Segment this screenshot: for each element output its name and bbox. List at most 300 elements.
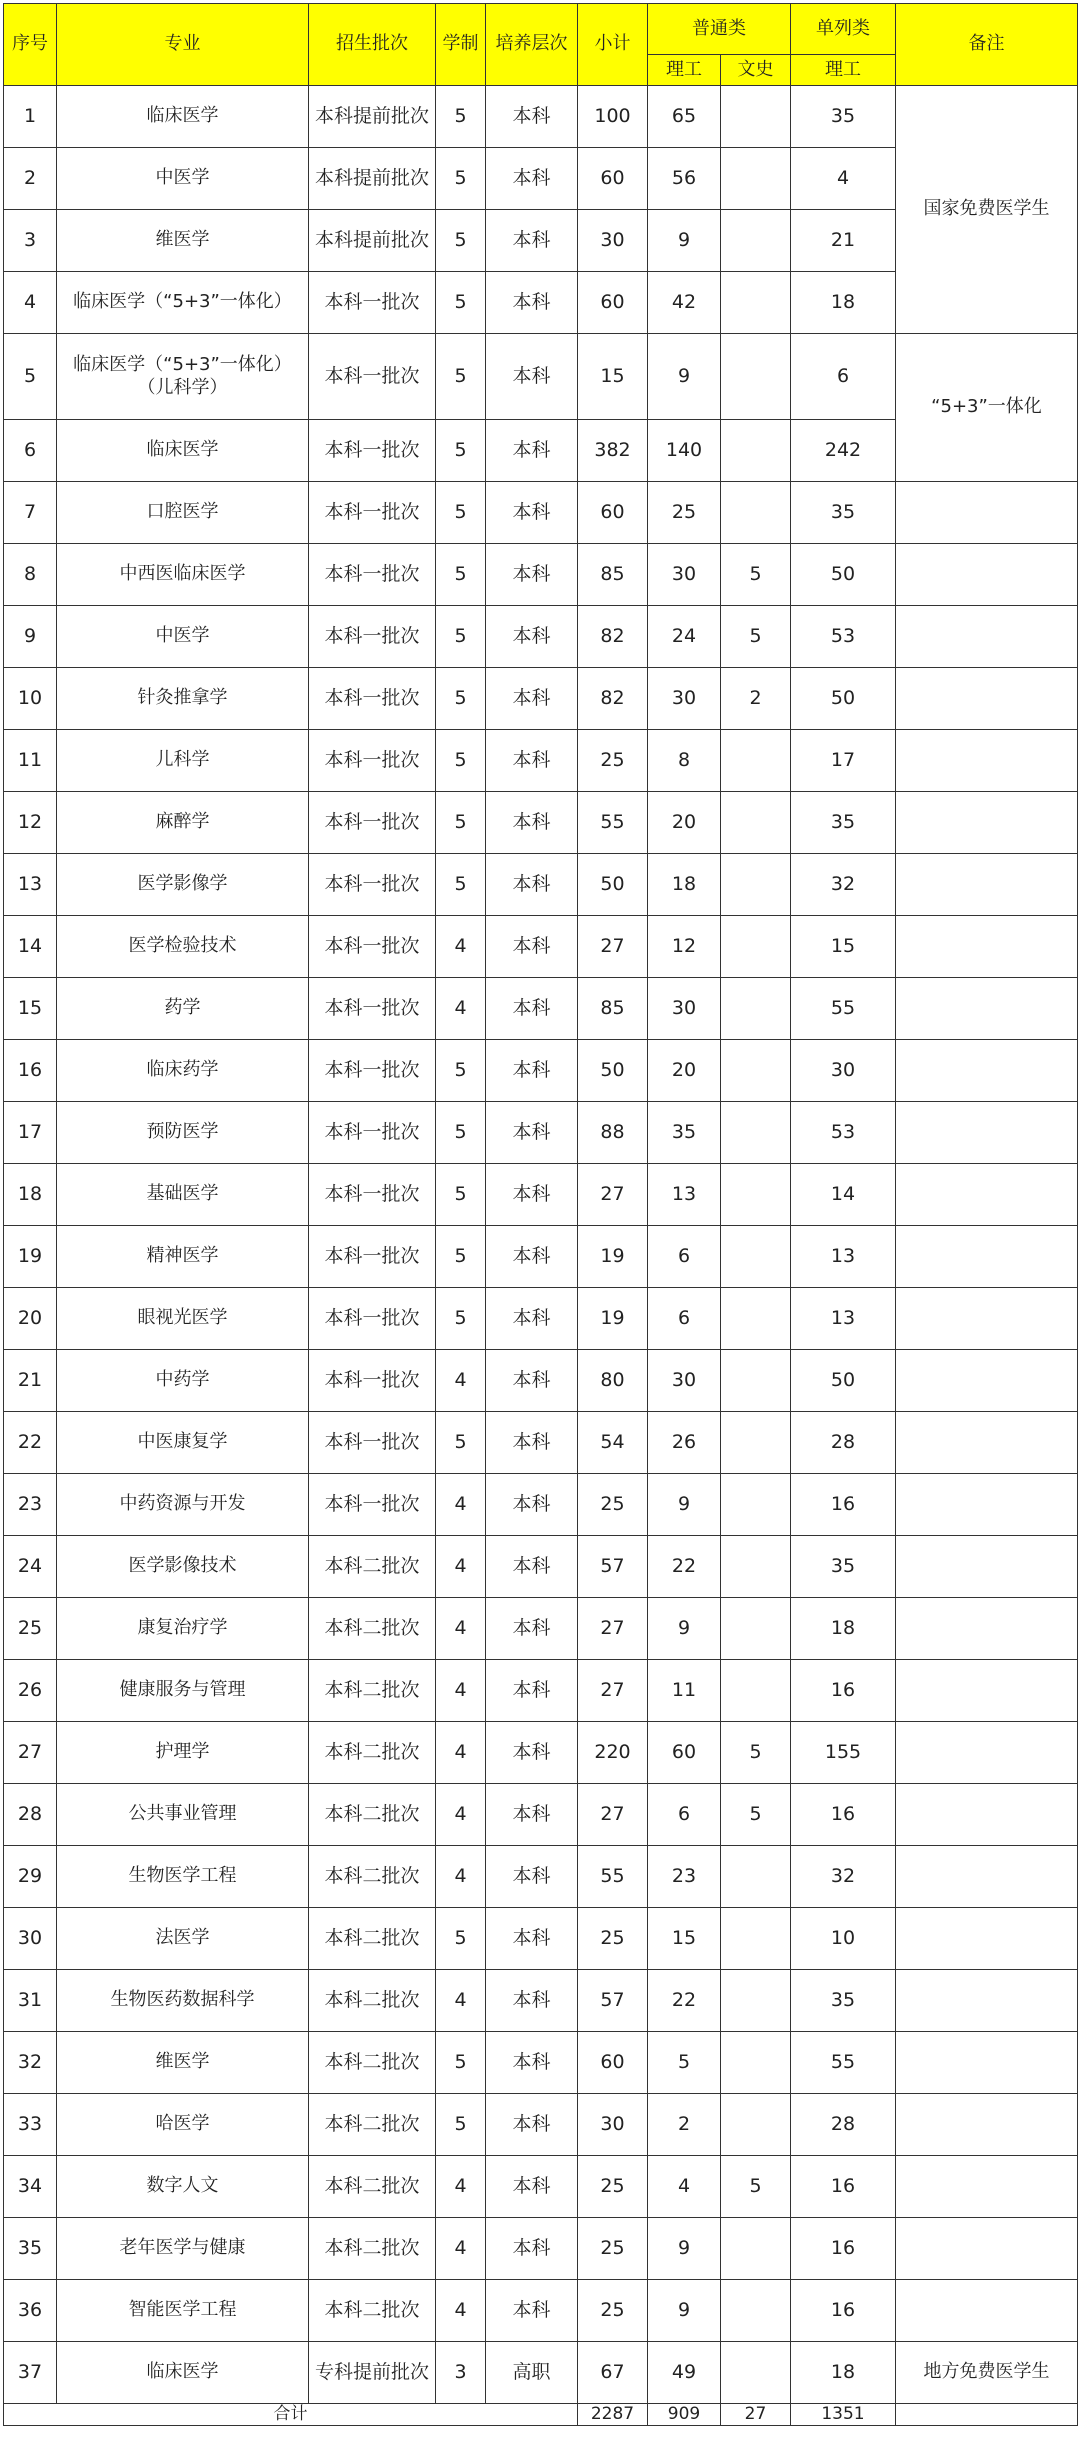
- cell-seq: 22: [4, 1412, 57, 1474]
- cell-general-science: 30: [648, 544, 721, 606]
- cell-major: 维医学: [57, 2032, 309, 2094]
- cell-general-science: 30: [648, 978, 721, 1040]
- cell-major: 中药学: [57, 1350, 309, 1412]
- table-row: [4, 792, 1078, 854]
- cell-separate-science: 16: [791, 1784, 896, 1846]
- cell-general-arts: [721, 2094, 791, 2156]
- cell-years: 4: [436, 1660, 486, 1722]
- cell-general-arts: [721, 210, 791, 272]
- cell-subtotal: 85: [578, 544, 648, 606]
- cell-major: 中西医临床医学: [57, 544, 309, 606]
- cell-years: 5: [436, 1412, 486, 1474]
- cell-years: 4: [436, 1536, 486, 1598]
- cell-major: 数字人文: [57, 2156, 309, 2218]
- cell-level: 本科: [486, 148, 578, 210]
- cell-general-science: 12: [648, 916, 721, 978]
- cell-general-arts: [721, 1288, 791, 1350]
- cell-level: 本科: [486, 916, 578, 978]
- cell-general-science: 8: [648, 730, 721, 792]
- cell-batch: 本科提前批次: [309, 86, 436, 148]
- cell-seq: 33: [4, 2094, 57, 2156]
- cell-level: 本科: [486, 2218, 578, 2280]
- cell-level: 本科: [486, 1846, 578, 1908]
- cell-general-arts: 5: [721, 2156, 791, 2218]
- cell-batch: 本科一批次: [309, 916, 436, 978]
- cell-general-arts: [721, 1226, 791, 1288]
- cell-remark: [896, 1040, 1078, 1102]
- cell-general-science: 9: [648, 2218, 721, 2280]
- cell-batch: 本科二批次: [309, 1598, 436, 1660]
- table-row: [4, 730, 1078, 792]
- cell-level: 本科: [486, 1784, 578, 1846]
- cell-general-arts: [721, 854, 791, 916]
- cell-separate-science: 18: [791, 272, 896, 334]
- cell-general-arts: 5: [721, 544, 791, 606]
- cell-general-science: 9: [648, 334, 721, 420]
- cell-general-arts: [721, 86, 791, 148]
- cell-general-arts: [721, 1846, 791, 1908]
- table-row: [4, 1722, 1078, 1784]
- cell-subtotal: 25: [578, 730, 648, 792]
- cell-general-science: 26: [648, 1412, 721, 1474]
- cell-remark: [896, 544, 1078, 606]
- cell-remark: [896, 2280, 1078, 2342]
- cell-years: 5: [436, 1288, 486, 1350]
- cell-remark: [896, 978, 1078, 1040]
- cell-separate-science: 6: [791, 334, 896, 420]
- cell-general-arts: [721, 420, 791, 482]
- cell-major: 临床医学（“5+3”一体化）（儿科学）: [57, 334, 309, 420]
- cell-separate-science: 50: [791, 668, 896, 730]
- cell-years: 5: [436, 334, 486, 420]
- cell-separate-science: 35: [791, 1970, 896, 2032]
- cell-subtotal: 15: [578, 334, 648, 420]
- cell-seq: 16: [4, 1040, 57, 1102]
- table-row: [4, 482, 1078, 544]
- cell-separate-science: 32: [791, 1846, 896, 1908]
- cell-major: 维医学: [57, 210, 309, 272]
- cell-subtotal: 54: [578, 1412, 648, 1474]
- cell-general-science: 5: [648, 2032, 721, 2094]
- cell-subtotal: 55: [578, 792, 648, 854]
- cell-general-arts: [721, 2032, 791, 2094]
- cell-level: 本科: [486, 1226, 578, 1288]
- cell-major: 麻醉学: [57, 792, 309, 854]
- cell-general-science: 35: [648, 1102, 721, 1164]
- cell-batch: 本科一批次: [309, 1350, 436, 1412]
- cell-general-arts: [721, 792, 791, 854]
- cell-general-science: 9: [648, 210, 721, 272]
- cell-level: 本科: [486, 730, 578, 792]
- cell-batch: 本科二批次: [309, 2280, 436, 2342]
- cell-major: 预防医学: [57, 1102, 309, 1164]
- cell-level: 本科: [486, 606, 578, 668]
- cell-seq: 25: [4, 1598, 57, 1660]
- cell-level: 本科: [486, 2280, 578, 2342]
- cell-major: 老年医学与健康: [57, 2218, 309, 2280]
- cell-major: 基础医学: [57, 1164, 309, 1226]
- cell-separate-science: 55: [791, 2032, 896, 2094]
- cell-general-science: 60: [648, 1722, 721, 1784]
- cell-remark: [896, 1970, 1078, 2032]
- cell-remark: [896, 482, 1078, 544]
- cell-remark: [896, 1164, 1078, 1226]
- cell-general-science: 65: [648, 86, 721, 148]
- total-row: [4, 2404, 1078, 2426]
- header-separate-science: 理工: [791, 55, 896, 86]
- cell-batch: 本科二批次: [309, 2094, 436, 2156]
- cell-major: 中医学: [57, 606, 309, 668]
- header-general-science: 理工: [648, 55, 721, 86]
- cell-level: 本科: [486, 86, 578, 148]
- header-separate: 单列类: [791, 4, 896, 55]
- cell-seq: 2: [4, 148, 57, 210]
- cell-separate-science: 10: [791, 1908, 896, 1970]
- cell-years: 5: [436, 210, 486, 272]
- cell-general-arts: [721, 272, 791, 334]
- table-row: [4, 334, 1078, 420]
- cell-batch: 本科一批次: [309, 854, 436, 916]
- total-subtotal: 2287: [578, 2404, 648, 2426]
- cell-batch: 本科一批次: [309, 792, 436, 854]
- cell-years: 5: [436, 420, 486, 482]
- cell-remark: [896, 1226, 1078, 1288]
- cell-major: 精神医学: [57, 1226, 309, 1288]
- cell-general-arts: 5: [721, 1722, 791, 1784]
- cell-major: 临床医学: [57, 86, 309, 148]
- cell-batch: 本科二批次: [309, 2032, 436, 2094]
- header-general: 普通类: [648, 4, 791, 55]
- enrollment-plan-sheet: [3, 3, 1077, 2445]
- cell-general-arts: [721, 2342, 791, 2404]
- cell-remark: [896, 1412, 1078, 1474]
- cell-batch: 本科提前批次: [309, 148, 436, 210]
- cell-general-arts: [721, 334, 791, 420]
- cell-subtotal: 50: [578, 1040, 648, 1102]
- cell-general-science: 49: [648, 2342, 721, 2404]
- cell-separate-science: 242: [791, 420, 896, 482]
- table-row: [4, 2094, 1078, 2156]
- cell-general-science: 20: [648, 1040, 721, 1102]
- cell-years: 4: [436, 1350, 486, 1412]
- table-row: [4, 2218, 1078, 2280]
- cell-years: 5: [436, 1164, 486, 1226]
- cell-level: 本科: [486, 210, 578, 272]
- cell-subtotal: 30: [578, 2094, 648, 2156]
- cell-level: 本科: [486, 1350, 578, 1412]
- table-row: [4, 1226, 1078, 1288]
- enrollment-table: [3, 3, 1078, 2426]
- cell-batch: 本科二批次: [309, 1970, 436, 2032]
- cell-level: 本科: [486, 1412, 578, 1474]
- cell-general-arts: [721, 978, 791, 1040]
- cell-separate-science: 35: [791, 86, 896, 148]
- cell-years: 4: [436, 1784, 486, 1846]
- cell-batch: 专科提前批次: [309, 2342, 436, 2404]
- header-batch: 招生批次: [309, 4, 436, 86]
- cell-remark: 国家免费医学生: [896, 86, 1078, 334]
- cell-general-arts: [721, 1660, 791, 1722]
- cell-batch: 本科一批次: [309, 1164, 436, 1226]
- cell-years: 5: [436, 730, 486, 792]
- cell-subtotal: 30: [578, 210, 648, 272]
- cell-major: 哈医学: [57, 2094, 309, 2156]
- cell-level: 本科: [486, 482, 578, 544]
- cell-general-science: 30: [648, 1350, 721, 1412]
- cell-major: 智能医学工程: [57, 2280, 309, 2342]
- cell-general-science: 13: [648, 1164, 721, 1226]
- cell-years: 5: [436, 668, 486, 730]
- cell-subtotal: 27: [578, 1660, 648, 1722]
- cell-years: 5: [436, 482, 486, 544]
- cell-general-arts: [721, 1350, 791, 1412]
- cell-general-science: 24: [648, 606, 721, 668]
- cell-years: 5: [436, 1908, 486, 1970]
- cell-remark: [896, 1846, 1078, 1908]
- cell-seq: 27: [4, 1722, 57, 1784]
- cell-subtotal: 220: [578, 1722, 648, 1784]
- table-row: [4, 854, 1078, 916]
- cell-remark: [896, 1598, 1078, 1660]
- header-years: 学制: [436, 4, 486, 86]
- cell-seq: 20: [4, 1288, 57, 1350]
- cell-level: 本科: [486, 854, 578, 916]
- cell-general-arts: [721, 2218, 791, 2280]
- table-body: [4, 86, 1078, 2426]
- cell-batch: 本科二批次: [309, 1722, 436, 1784]
- cell-separate-science: 35: [791, 792, 896, 854]
- cell-years: 5: [436, 148, 486, 210]
- cell-level: 本科: [486, 1908, 578, 1970]
- cell-subtotal: 60: [578, 148, 648, 210]
- cell-level: 本科: [486, 1970, 578, 2032]
- cell-seq: 23: [4, 1474, 57, 1536]
- cell-subtotal: 25: [578, 2156, 648, 2218]
- table-row: [4, 668, 1078, 730]
- cell-level: 本科: [486, 1536, 578, 1598]
- cell-seq: 26: [4, 1660, 57, 1722]
- cell-general-arts: [721, 1536, 791, 1598]
- cell-seq: 35: [4, 2218, 57, 2280]
- table-row: [4, 1040, 1078, 1102]
- cell-major: 公共事业管理: [57, 1784, 309, 1846]
- cell-level: 本科: [486, 1598, 578, 1660]
- cell-major: 中医康复学: [57, 1412, 309, 1474]
- cell-general-science: 6: [648, 1288, 721, 1350]
- cell-years: 5: [436, 1226, 486, 1288]
- cell-batch: 本科一批次: [309, 544, 436, 606]
- cell-general-science: 25: [648, 482, 721, 544]
- total-general-arts: 27: [721, 2404, 791, 2426]
- cell-general-arts: 5: [721, 1784, 791, 1846]
- cell-general-science: 9: [648, 1474, 721, 1536]
- cell-separate-science: 28: [791, 2094, 896, 2156]
- cell-general-arts: 2: [721, 668, 791, 730]
- cell-batch: 本科一批次: [309, 1412, 436, 1474]
- cell-batch: 本科提前批次: [309, 210, 436, 272]
- cell-separate-science: 13: [791, 1226, 896, 1288]
- cell-level: 本科: [486, 668, 578, 730]
- total-general-science: 909: [648, 2404, 721, 2426]
- cell-level: 本科: [486, 2032, 578, 2094]
- cell-general-science: 18: [648, 854, 721, 916]
- header-seq: 序号: [4, 4, 57, 86]
- cell-seq: 9: [4, 606, 57, 668]
- cell-separate-science: 18: [791, 2342, 896, 2404]
- cell-major: 生物医学工程: [57, 1846, 309, 1908]
- cell-general-arts: [721, 730, 791, 792]
- cell-separate-science: 13: [791, 1288, 896, 1350]
- header-major: 专业: [57, 4, 309, 86]
- total-label: 合计: [4, 2404, 578, 2426]
- cell-batch: 本科二批次: [309, 2218, 436, 2280]
- cell-remark: [896, 1660, 1078, 1722]
- cell-general-science: 22: [648, 1970, 721, 2032]
- cell-general-arts: [721, 1970, 791, 2032]
- cell-seq: 32: [4, 2032, 57, 2094]
- table-row: [4, 1288, 1078, 1350]
- header-subtotal: 小计: [578, 4, 648, 86]
- cell-seq: 4: [4, 272, 57, 334]
- table-row: [4, 916, 1078, 978]
- cell-seq: 14: [4, 916, 57, 978]
- table-row: [4, 1908, 1078, 1970]
- table-row: [4, 2280, 1078, 2342]
- cell-major: 儿科学: [57, 730, 309, 792]
- cell-years: 4: [436, 2156, 486, 2218]
- cell-subtotal: 57: [578, 1536, 648, 1598]
- cell-separate-science: 32: [791, 854, 896, 916]
- cell-general-arts: [721, 1598, 791, 1660]
- table-row: [4, 544, 1078, 606]
- cell-major: 针灸推拿学: [57, 668, 309, 730]
- cell-level: 本科: [486, 544, 578, 606]
- cell-seq: 30: [4, 1908, 57, 1970]
- cell-level: 本科: [486, 2156, 578, 2218]
- cell-remark: [896, 2094, 1078, 2156]
- cell-level: 本科: [486, 334, 578, 420]
- cell-separate-science: 4: [791, 148, 896, 210]
- cell-seq: 34: [4, 2156, 57, 2218]
- cell-remark: [896, 2218, 1078, 2280]
- cell-general-arts: [721, 1164, 791, 1226]
- cell-major: 法医学: [57, 1908, 309, 1970]
- header-general-arts: 文史: [721, 55, 791, 86]
- cell-separate-science: 16: [791, 2218, 896, 2280]
- cell-remark: 地方免费医学生: [896, 2342, 1078, 2404]
- cell-batch: 本科二批次: [309, 1784, 436, 1846]
- table-row: [4, 86, 1078, 148]
- cell-level: 本科: [486, 1722, 578, 1784]
- cell-years: 5: [436, 792, 486, 854]
- total-remark: [896, 2404, 1078, 2426]
- cell-seq: 3: [4, 210, 57, 272]
- cell-major: 医学影像技术: [57, 1536, 309, 1598]
- cell-major: 临床药学: [57, 1040, 309, 1102]
- cell-general-science: 9: [648, 2280, 721, 2342]
- cell-batch: 本科一批次: [309, 420, 436, 482]
- cell-seq: 21: [4, 1350, 57, 1412]
- cell-general-science: 23: [648, 1846, 721, 1908]
- cell-seq: 11: [4, 730, 57, 792]
- cell-seq: 29: [4, 1846, 57, 1908]
- cell-subtotal: 50: [578, 854, 648, 916]
- cell-level: 本科: [486, 792, 578, 854]
- cell-separate-science: 14: [791, 1164, 896, 1226]
- cell-major: 药学: [57, 978, 309, 1040]
- cell-seq: 24: [4, 1536, 57, 1598]
- cell-subtotal: 60: [578, 272, 648, 334]
- cell-general-arts: [721, 1102, 791, 1164]
- cell-general-science: 56: [648, 148, 721, 210]
- cell-seq: 7: [4, 482, 57, 544]
- cell-separate-science: 35: [791, 1536, 896, 1598]
- table-row: [4, 978, 1078, 1040]
- cell-batch: 本科一批次: [309, 334, 436, 420]
- cell-major: 中医学: [57, 148, 309, 210]
- cell-remark: [896, 1722, 1078, 1784]
- cell-general-arts: 5: [721, 606, 791, 668]
- cell-level: 本科: [486, 420, 578, 482]
- cell-years: 5: [436, 86, 486, 148]
- cell-subtotal: 60: [578, 482, 648, 544]
- cell-subtotal: 382: [578, 420, 648, 482]
- cell-remark: [896, 1474, 1078, 1536]
- cell-separate-science: 30: [791, 1040, 896, 1102]
- cell-subtotal: 25: [578, 1908, 648, 1970]
- cell-separate-science: 155: [791, 1722, 896, 1784]
- cell-seq: 18: [4, 1164, 57, 1226]
- cell-level: 本科: [486, 1288, 578, 1350]
- cell-seq: 13: [4, 854, 57, 916]
- cell-years: 4: [436, 916, 486, 978]
- cell-years: 5: [436, 272, 486, 334]
- cell-separate-science: 16: [791, 2280, 896, 2342]
- cell-years: 4: [436, 1722, 486, 1784]
- table-row: [4, 1846, 1078, 1908]
- cell-separate-science: 53: [791, 606, 896, 668]
- cell-batch: 本科一批次: [309, 1474, 436, 1536]
- cell-years: 4: [436, 1598, 486, 1660]
- cell-batch: 本科一批次: [309, 1226, 436, 1288]
- cell-batch: 本科一批次: [309, 1040, 436, 1102]
- cell-seq: 28: [4, 1784, 57, 1846]
- cell-remark: [896, 730, 1078, 792]
- cell-separate-science: 17: [791, 730, 896, 792]
- cell-separate-science: 35: [791, 482, 896, 544]
- cell-seq: 31: [4, 1970, 57, 2032]
- cell-general-science: 11: [648, 1660, 721, 1722]
- cell-level: 本科: [486, 1660, 578, 1722]
- cell-batch: 本科一批次: [309, 730, 436, 792]
- cell-general-science: 9: [648, 1598, 721, 1660]
- cell-subtotal: 80: [578, 1350, 648, 1412]
- cell-subtotal: 100: [578, 86, 648, 148]
- cell-years: 5: [436, 2094, 486, 2156]
- cell-general-science: 2: [648, 2094, 721, 2156]
- cell-seq: 5: [4, 334, 57, 420]
- cell-remark: [896, 606, 1078, 668]
- cell-general-arts: [721, 916, 791, 978]
- table-row: [4, 1412, 1078, 1474]
- cell-remark: [896, 668, 1078, 730]
- cell-subtotal: 25: [578, 1474, 648, 1536]
- cell-general-science: 30: [648, 668, 721, 730]
- cell-years: 4: [436, 1474, 486, 1536]
- cell-subtotal: 27: [578, 1784, 648, 1846]
- table-row: [4, 2156, 1078, 2218]
- cell-major: 护理学: [57, 1722, 309, 1784]
